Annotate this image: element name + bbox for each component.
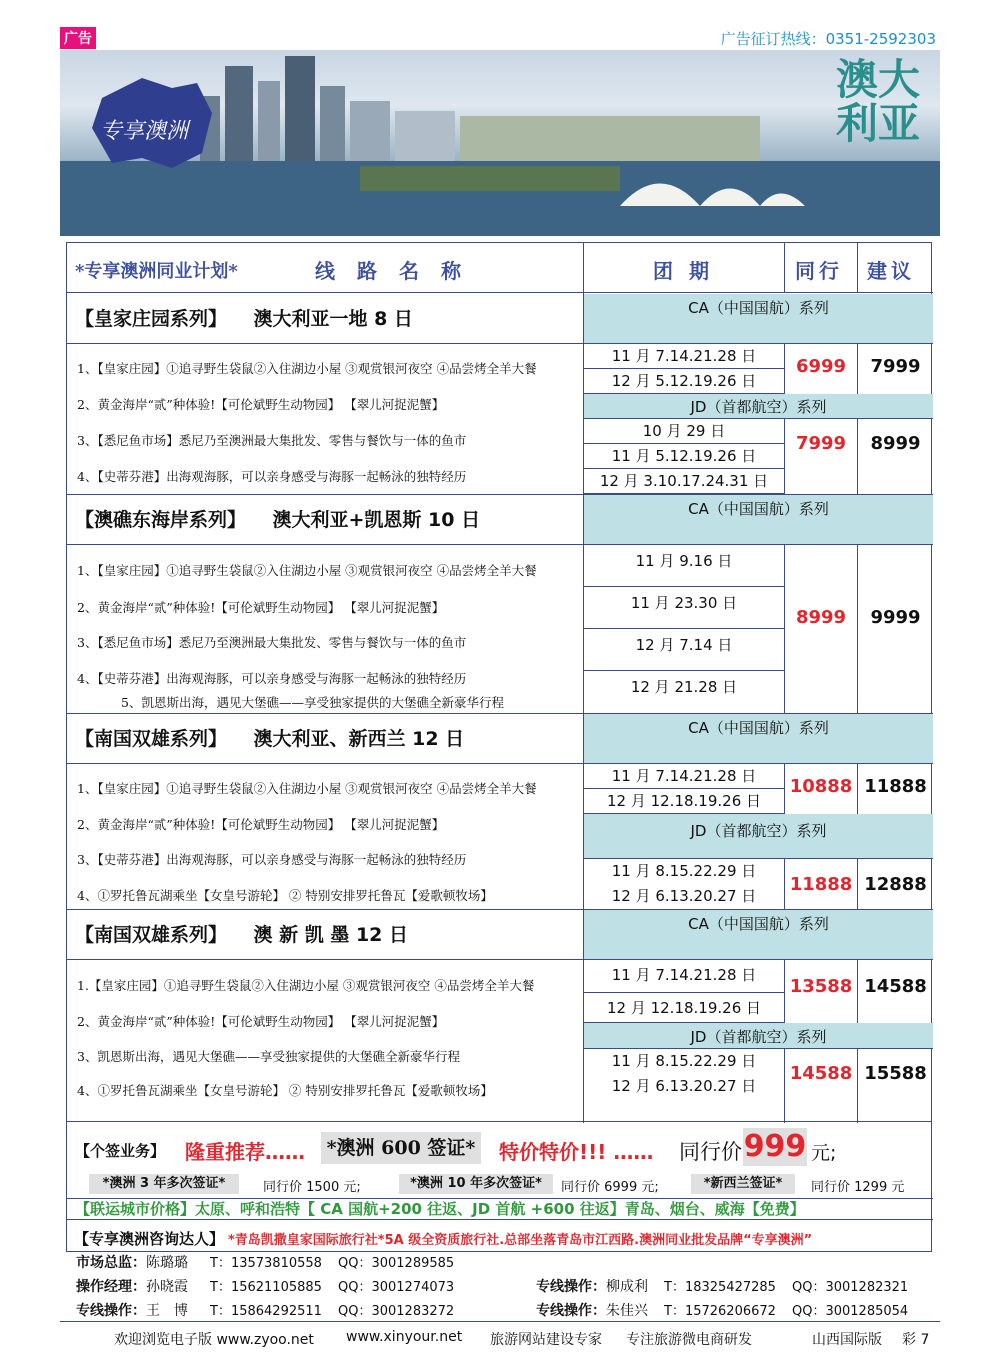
suggest-price: 11888 [864,776,927,797]
australia-logo: 澳大利亚 [835,55,920,148]
visa-special: 特价特价!!! …… [499,1140,654,1164]
tour-date: 11 月 23.30 日 [584,587,784,629]
section-title: 【澳礁东海岸系列】 澳大利亚+凯恩斯 10 日 [67,495,583,545]
contact-title: 【专享澳洲咨询达人】 [74,1230,225,1248]
table-header [67,243,933,293]
footer-divider [60,1321,940,1322]
route-table [66,242,932,1122]
banner-image [60,50,940,236]
divider [857,1049,858,1123]
tour-date: 12 月 7.14 日 [584,629,784,671]
svg-text:专享澳洲: 专享澳洲 [100,119,189,144]
feature-item: 1、【皇家庄园】①追寻野生袋鼠②入住湖边小屋 ③观赏银河夜空 ④品尝烤全羊大餐 [77,361,537,376]
city-skyline-image [200,56,760,166]
peer-price: 6999 [795,356,847,377]
tour-date: 10 月 29 日 [584,419,784,444]
tour-date: 12 月 21.28 日 [630,678,738,696]
divider [784,960,785,1023]
visa-main: *澳洲 600 签证* [321,1132,481,1164]
tour-date: 11 月 5.12.19.26 日 [584,444,784,469]
contact-person: 操作经理：孙晓霞 T：15621105885 QQ：3001274073 [76,1279,455,1295]
plan-title: *专享澳洲同业计划* [75,261,238,282]
contact-person: 专线操作：柳成利 T：18325427285 QQ：3001282321 [536,1279,909,1295]
visa-price: 999 [743,1129,807,1164]
feature-item: 2、黄金海岸“贰”种体验!【可伦斌野生动物园】 【翠儿河捉泥蟹】 [77,817,445,832]
peer-price: 11888 [789,874,853,895]
suggest-price: 12888 [864,874,927,895]
airline-label: JD（首都航空）系列 [584,394,933,419]
airline-label: JD（首都航空）系列 [584,1023,933,1049]
peer-price: 10888 [789,776,853,797]
divider [784,859,785,909]
divider [857,344,858,394]
tour-date: 12 月 5.12.19.26 日 [584,369,784,394]
feature-item: 4、【史蒂芬港】出海观海豚，可以亲身感受与海豚一起畅泳的独特经历 [77,469,467,484]
peer-price: 8999 [795,607,847,628]
visa-unit: 元; [811,1142,837,1164]
divider [784,764,785,814]
footer-text: 专注旅游微电商研发 [626,1332,752,1348]
section-title: 【南国双雄系列】 澳大利亚、新西兰 12 日 [67,714,583,764]
divider [784,1049,785,1123]
visa-item-name: *新西兰签证* [691,1174,795,1194]
divider [857,545,858,713]
suggest-price: 14588 [864,976,927,997]
tour-date: 11 月 9.16 日 [584,545,784,587]
peer-price: 13588 [789,976,853,997]
suggest-price: 8999 [870,433,921,454]
tour-date: 12 月 12.18.19.26 日 [584,993,784,1023]
feature-item: 4、①罗托鲁瓦湖乘坐【女皇号游轮】 ② 特别安排罗托鲁瓦【爱歌顿牧场】 [77,1083,493,1098]
suggest-price: 15588 [864,1063,927,1084]
divider [857,243,858,293]
visa-item-price: 同行价 1299 元 [811,1180,905,1195]
peer-header: 同行 [795,259,843,283]
divider [784,419,785,494]
feature-item: 4、①罗托鲁瓦湖乘坐【女皇号游轮】 ② 特别安排罗托鲁瓦【爱歌顿牧场】 [77,888,493,903]
footer-text: 旅游网站建设专家 [490,1332,602,1348]
feature-item: 3、【悉尼鱼市场】悉尼乃至澳洲最大集批发、零售与餐饮与一体的鱼市 [77,635,467,650]
contact-person: 专线操作：王 博 T：15864292511 QQ：3001283272 [76,1303,455,1319]
visa-recommend: 隆重推荐…… [185,1140,305,1164]
tour-date: 11 月 8.15.22.29 日 [611,1052,757,1070]
footer-link[interactable]: 欢迎浏览电子版 www.zyoo.net [114,1332,314,1348]
divider [784,545,785,713]
peer-price: 14588 [789,1063,853,1084]
tour-date: 12 月 3.10.17.24.31 日 [584,469,784,494]
visa-label: 【个签业务】 [75,1142,166,1160]
peer-price: 7999 [795,433,847,454]
divider [857,859,858,909]
visa-item-price: 同行价 1500 元; [263,1180,361,1195]
divider [784,344,785,394]
tour-date: 11 月 7.14.21.28 日 [584,344,784,369]
page-number: 彩 7 [902,1332,930,1348]
feature-item: 2、黄金海岸“贰”种体验!【可伦斌野生动物园】 【翠儿河捉泥蟹】 [77,397,445,412]
feature-item: 1.【皇家庄园】①追寻野生袋鼠②入住湖边小屋 ③观赏银河夜空 ④品尝烤全羊大餐 [77,978,535,993]
feature-item: 5、凯恩斯出海，遇见大堡礁——享受独家提供的大堡礁全新豪华行程 [121,695,504,710]
feature-item: 3、【史蒂芬港】出海观海豚，可以亲身感受与海豚一起畅泳的独特经历 [77,852,467,867]
visa-item-name: *澳洲 10 年多次签证* [399,1174,553,1194]
hotline: 广告征订热线：0351-2592303 [720,30,936,48]
tour-date: 11 月 7.14.21.28 日 [584,764,784,789]
ad-tag: 广告 [60,27,96,49]
tour-date: 12 月 6.13.20.27 日 [611,1077,757,1095]
suggest-price: 7999 [870,356,921,377]
visa-peer-label: 同行价 [679,1140,742,1164]
feature-item: 4、【史蒂芬港】出海观海豚，可以亲身感受与海豚一起畅泳的独特经历 [77,671,467,686]
airline-label: CA（中国国航）系列 [584,495,933,545]
tour-date: 11 月 7.14.21.28 日 [584,960,784,993]
feature-item: 2、黄金海岸“贰”种体验!【可伦斌野生动物园】 【翠儿河捉泥蟹】 [77,1014,445,1029]
contact-person: 市场总监：陈璐璐 T：13573810558 QQ：3001289585 [76,1255,455,1271]
section-title: 【皇家庄园系列】 澳大利亚一地 8 日 [67,294,583,344]
airline-label: JD（首都航空）系列 [584,814,933,859]
feature-item: 3、【悉尼鱼市场】悉尼乃至澳洲最大集批发、零售与餐饮与一体的鱼市 [77,433,467,448]
visa-item-name: *澳洲 3 年多次签证* [89,1174,239,1194]
feature-item: 2、黄金海岸“贰”种体验!【可伦斌野生动物园】 【翠儿河捉泥蟹】 [77,600,445,615]
transfer-price: 【联运城市价格】太原、呼和浩特【 CA 国航+200 往返、JD 首航 +600 往返】青岛、烟台、威海【免费】 [67,1198,933,1220]
divider [784,243,785,293]
footer-text: 山西国际版 [812,1332,882,1348]
period-header: 团期 [653,259,725,283]
footer-link[interactable]: www.xinyour.net [346,1329,463,1345]
divider [857,764,858,814]
contact-person: 专线操作：朱佳兴 T：15726206672 QQ：3001285054 [536,1303,909,1319]
top-bar [0,0,1000,50]
tour-date: 11 月 8.15.22.29 日 [611,862,757,880]
suggest-price: 9999 [870,607,921,628]
divider [857,419,858,494]
feature-item: 3、凯恩斯出海，遇见大堡礁——享受独家提供的大堡礁全新豪华行程 [77,1049,460,1064]
feature-item: 1、【皇家庄园】①追寻野生袋鼠②入住湖边小屋 ③观赏银河夜空 ④品尝烤全羊大餐 [77,781,537,796]
visa-item-price: 同行价 6999 元; [561,1180,659,1195]
feature-item: 1、【皇家庄园】①追寻野生袋鼠②入住湖边小屋 ③观赏银河夜空 ④品尝烤全羊大餐 [77,563,537,578]
section-title: 【南国双雄系列】 澳 新 凯 墨 12 日 [67,910,583,960]
airline-label: CA（中国国航）系列 [584,294,933,344]
tour-date: 12 月 12.18.19.26 日 [584,789,784,814]
airline-label: CA（中国国航）系列 [584,910,933,960]
tour-date: 12 月 6.13.20.27 日 [611,887,757,905]
agency-info: *青岛凯撒皇家国际旅行社*5A 级全资质旅行社.总部坐落青岛市江西路.澳洲同业批发品牌“专享澳洲” [228,1233,813,1248]
divider [857,960,858,1023]
australia-map-logo [82,68,220,178]
route-header: 线路名称 [315,259,483,283]
airline-label: CA（中国国航）系列 [584,714,933,764]
suggest-header: 建议 [867,259,915,283]
